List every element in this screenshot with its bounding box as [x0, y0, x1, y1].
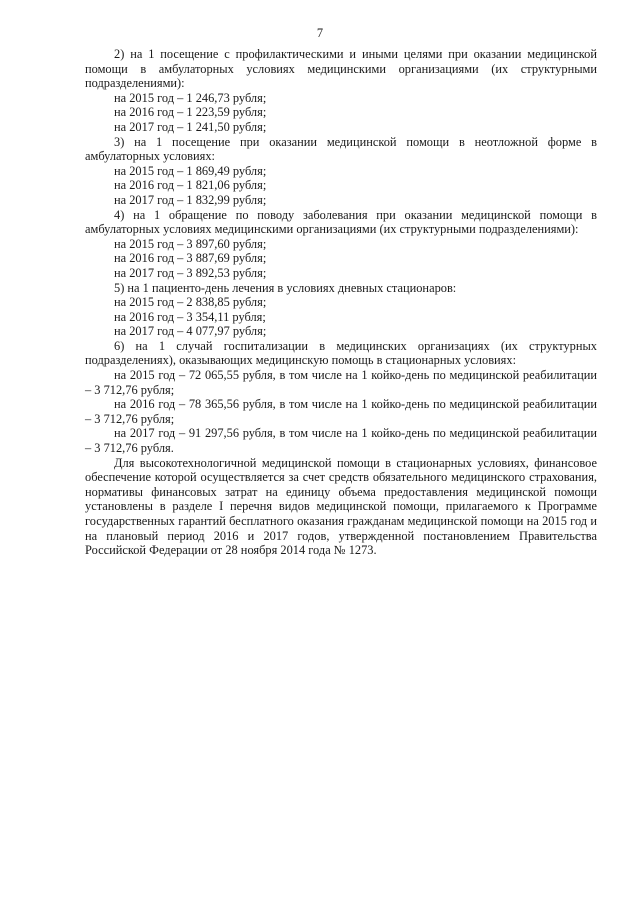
rate-line: на 2015 год – 2 838,85 рубля; [114, 295, 267, 310]
closing-paragraph: Для высокотехнологичной медицинской помощи в стационарных условиях, финансовое обеспечение которой осуществляется за счет средств обязательного медицинского страхования, нормативы финансовых затрат на единицу объема предоставления медицинской помощи установлены в разделе I перечня видов медицинской помощи, прилагаемого к Программе государственных гарантий бесплатного оказания гражданам медицинской помощи на 2015 год и на плановый период 2016 и 2017 годов, утвержденной постановлением Правительства Российской Федерации от 28 ноября 2014 года № 1273. [85, 455, 597, 558]
paragraph-item-6: 6) на 1 случай госпитализации в медицинских организациях (их структурных подразделениях), оказывающих медицинскую помощь в стационарных условиях: [85, 338, 597, 368]
rate-line: на 2016 год – 3 354,11 рубля; [114, 309, 266, 324]
rate-line: на 2017 год – 4 077,97 рубля; [114, 324, 267, 339]
rate-line: на 2016 год – 1 821,06 рубля; [114, 178, 267, 193]
paragraph-item-3: 3) на 1 посещение при оказании медицинской помощи в неотложной форме в амбулаторных условиях: [85, 134, 597, 164]
rate-line: на 2016 год – 3 887,69 рубля; [114, 251, 267, 266]
rate-line: на 2015 год – 3 897,60 рубля; [114, 236, 267, 251]
body-text [85, 47, 597, 558]
rate-line: на 2017 год – 1 832,99 рубля; [114, 192, 267, 207]
rate-line: на 2016 год – 1 223,59 рубля; [114, 105, 267, 120]
rate-line: на 2017 год – 3 892,53 рубля; [114, 265, 267, 280]
page-number: 7 [316, 26, 324, 40]
rate-line: на 2017 год – 1 241,50 рубля; [114, 119, 267, 134]
rate-line: на 2017 год – 91 297,56 рубля, в том числе на 1 койко-день по медицинской реабилитации – 3 712,76 рубля. [85, 426, 597, 456]
paragraph-item-2: 2) на 1 посещение с профилактическими и иными целями при оказании медицинской помощи в амбулаторных условиях медицинскими организациями (их структурными подразделениями): [85, 47, 597, 91]
rate-line: на 2015 год – 1 246,73 рубля; [114, 90, 267, 105]
rate-line: на 2015 год – 72 065,55 рубля, в том числе на 1 койко-день по медицинской реабилитации – 3 712,76 рубля; [85, 368, 597, 397]
paragraph-item-4: 4) на 1 обращение по поводу заболевания при оказании медицинской помощи в амбулаторных условиях медицинскими организациями (их структурными подразделениями): [85, 207, 597, 237]
rate-line: на 2015 год – 1 869,49 рубля; [114, 163, 267, 178]
paragraph-item-5: 5) на 1 пациенто-день лечения в условиях дневных стационаров: [114, 280, 457, 295]
rate-line: на 2016 год – 78 365,56 рубля, в том числе на 1 койко-день по медицинской реабилитации – 3 712,76 рубля; [85, 397, 597, 426]
